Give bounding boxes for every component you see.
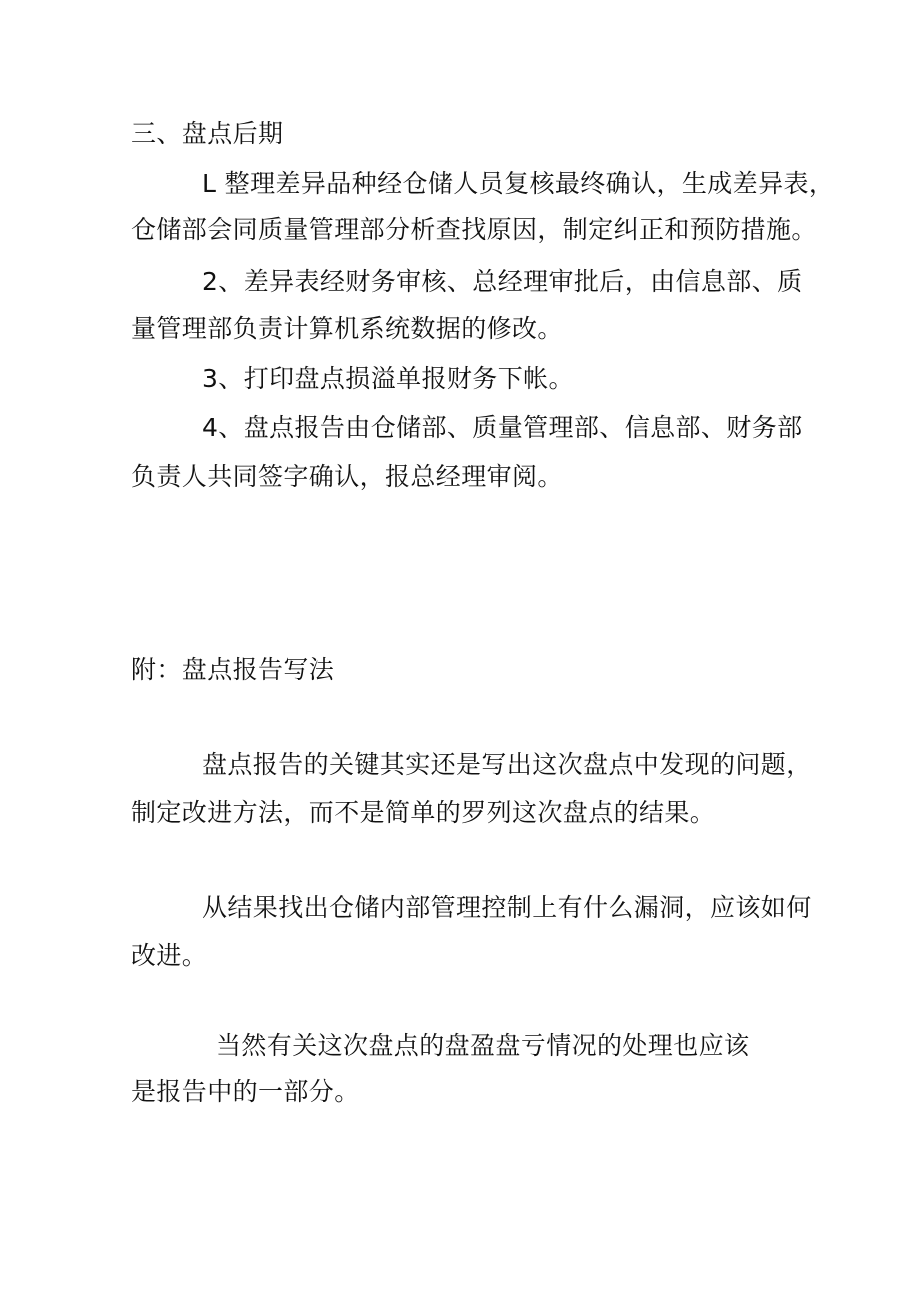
item-2-line-2: 量管理部负责计算机系统数据的修改。 <box>131 314 563 343</box>
para-2-line-1: 从结果找出仓储内部管理控制上有什么漏洞，应该如何 <box>202 893 812 922</box>
item-2-line-1: 2、差异表经财务审核、总经理审批后，由信息部、质 <box>202 267 803 296</box>
item-4-line-2: 负责人共同签字确认，报总经理审阅。 <box>131 462 563 491</box>
item-4-line-1: 4、盘点报告由仓储部、质量管理部、信息部、财务部 <box>202 413 803 442</box>
section-heading: 三、盘点后期 <box>131 119 284 148</box>
para-1-line-1: 盘点报告的关键其实还是写出这次盘点中发现的问题， <box>202 750 812 779</box>
item-3-line-1: 3、打印盘点损溢单报财务下帐。 <box>202 364 574 393</box>
para-3-line-2: 是报告中的一部分。 <box>131 1077 360 1106</box>
appendix-heading: 附：盘点报告写法 <box>131 655 335 684</box>
para-2-line-2: 改进。 <box>131 941 208 970</box>
item-1-line-1: L 整理差异品种经仓储人员复核最终确认，生成差异表， <box>202 169 835 198</box>
para-1-line-2: 制定改进方法，而不是简单的罗列这次盘点的结果。 <box>131 798 716 827</box>
item-1-line-2: 仓储部会同质量管理部分析查找原因，制定纠正和预防措施。 <box>131 215 817 244</box>
para-3-line-1: 当然有关这次盘点的盘盈盘亏情况的处理也应该 <box>216 1031 750 1060</box>
